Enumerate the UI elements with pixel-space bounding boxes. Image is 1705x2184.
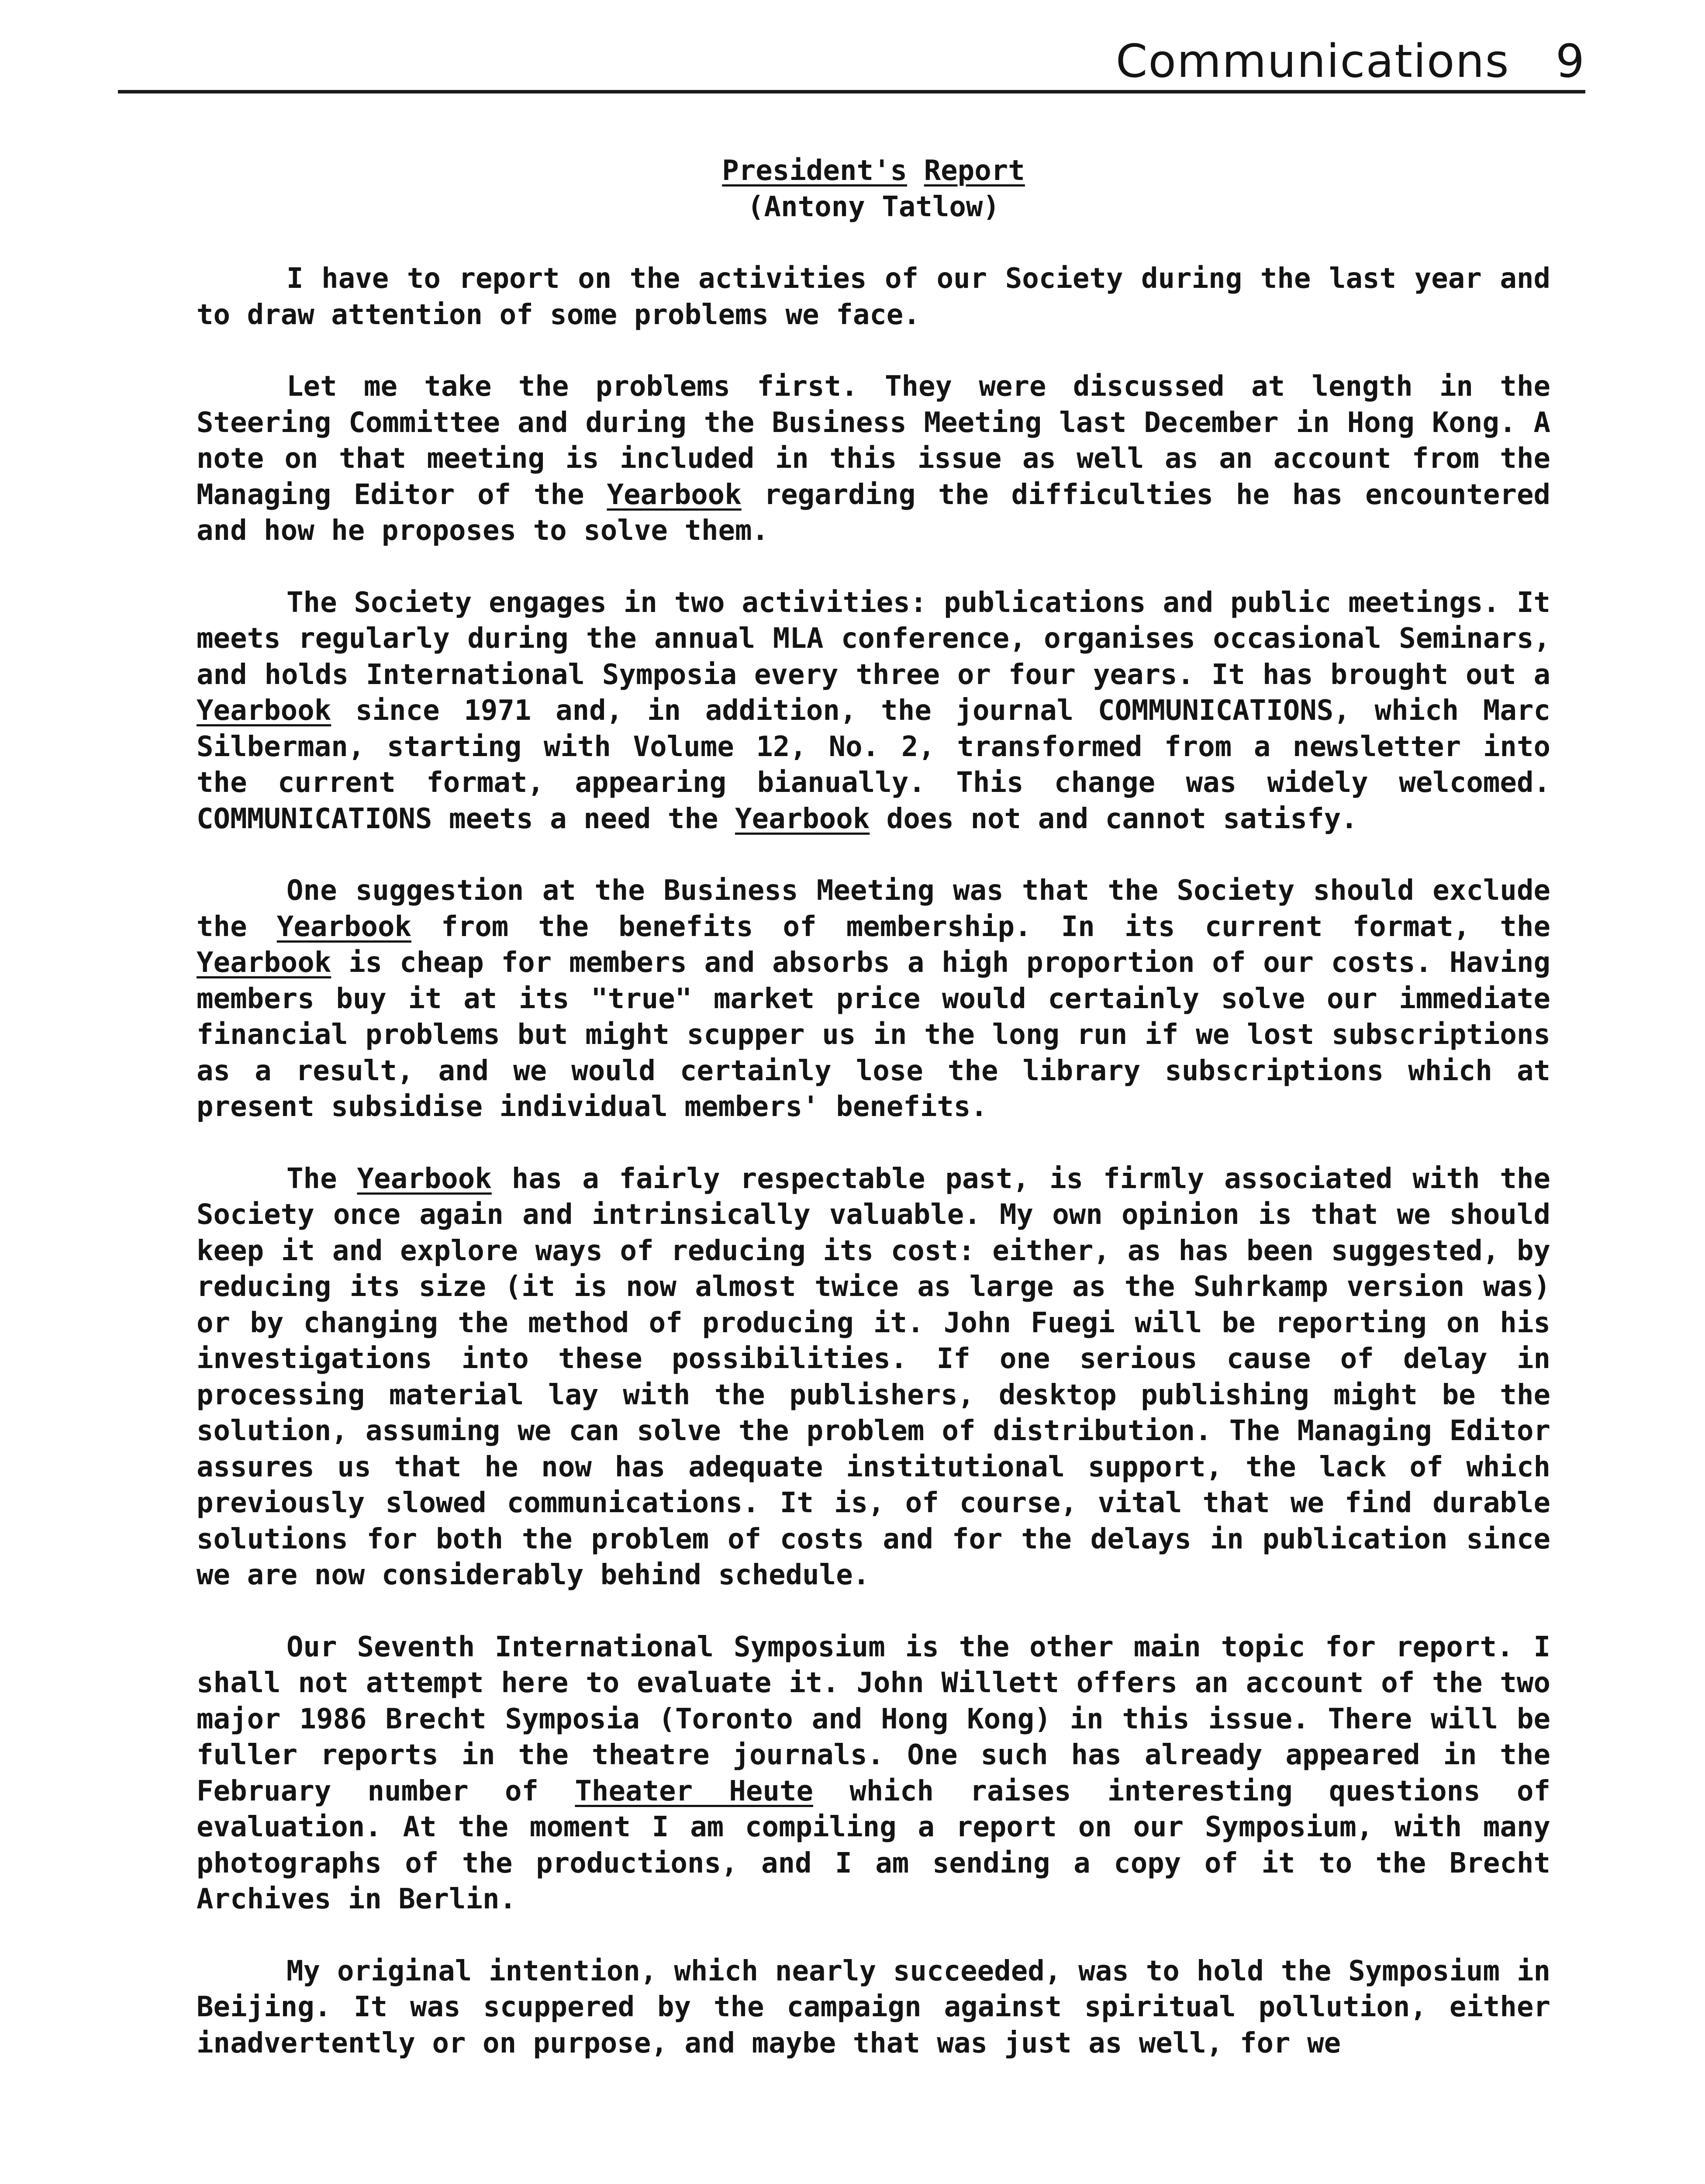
paragraph-3-text-c: does not and cannot satisfy. [886,802,1358,835]
paragraph-6-text-a: Our Seventh International Symposium is the other main topic for report. I shall not attempt here to evaluate it. John Willett offers an account of the two major 1986 Brecht Symposia (Toronto and Hong Kong) in this issue. There will be fuller reports in the theatre journals. One such has already appeared in the February number of [197,1631,1550,1807]
paragraph-1-text: I have to report on the activities of our Society during the last year and to draw attention of some problems we face. [197,263,1550,331]
report-title-block [197,153,1550,225]
paragraph-2-text-b: regarding the difficulties he has encountered and how he proposes to solve them. [197,478,1551,547]
page-number: 9 [1555,35,1585,88]
report-title [197,153,1550,189]
running-header [118,31,1585,92]
report-title-word-1: President's [722,155,908,187]
yearbook-title: Yearbook [197,947,331,979]
report-author: (Antony Tatlow) [747,190,1000,223]
yearbook-title: Yearbook [607,478,742,511]
paragraph-1 [197,261,1550,333]
paragraph-7-text: My original intention, which nearly succeeded, was to hold the Symposium in Beijing. It was scuppered by the campaign against spiritual pollution, either inadvertently or on purpose, and maybe that was just as well, for we [197,1955,1550,2060]
yearbook-title: Yearbook [276,910,411,943]
paragraph-3-text-b: since 1971 and, in addition, the journal COMMUNICATIONS, which Marc Silberman, starting with Volume 12, No. 2, transformed from a newsletter into the current format, appearing bianually. This change was widely welcomed. COMMUNICATIONS meets a need the [197,695,1551,835]
presidents-report [197,153,1550,2097]
paragraph-3-text-a: The Society engages in two activities: publications and public meetings. It meets regularly during the annual MLA conference, organises occasional Seminars, and holds International Symposia every three or four years. It has brought out a [197,586,1550,691]
paragraph-3 [197,585,1550,837]
paragraph-4-text-b: from the benefits of membership. In its current format, the [441,910,1551,943]
yearbook-title: Yearbook [357,1162,492,1195]
report-title-word-2: Report [924,155,1025,187]
paragraph-2-text-a: Let me take the problems first. They were discussed at length in the Steering Committee and during the Business Meeting last December in Hong Kong. A note on that meeting is included in this issue as well as an account from the Managing Editor of the [197,370,1550,511]
running-header-text [1116,31,1585,92]
paragraph-4 [197,873,1550,1125]
paragraph-4-text-c: is cheap for members and absorbs a high proportion of our costs. Having members buy it at its "true" market price would certainly solve our immediate financial problems but might scupper us in the long run if we lost subscriptions as a result, and we would certainly lose the library subscriptions which at present subsidise individual members' benefits. [197,947,1551,1123]
paragraph-2 [197,369,1550,549]
yearbook-title: Yearbook [197,695,331,727]
yearbook-title: Yearbook [735,802,870,835]
paragraph-5 [197,1161,1550,1593]
paragraph-4-text-a: One suggestion at the Business Meeting was that the Society should exclude the [197,874,1550,943]
paragraph-5-text-b: has a fairly respectable past, is firmly associated with the Society once again and intrinsically valuable. My own opinion is that we should keep it and explore ways of reducing its cost: either, as has been suggested, by reducing its size (it is now almost twice as large as the Suhrkamp version was) or by changing the method of producing it. John Fuegi will be reporting on his investigations into these possibilities. If one serious cause of delay in processing material lay with the publishers, desktop publishing might be the solution, assuming we can solve the problem of distribution. The Managing Editor assures us that he now has adequate institutional support, the lack of which previously slowed communications. It is, of course, vital that we find durable solutions for both the problem of costs and for the delays in publication since we are now considerably behind schedule. [197,1162,1551,1591]
section-title: Communications [1115,35,1510,88]
header-rule [118,90,1585,93]
paragraph-6 [197,1629,1550,1918]
journal-title: Theater Heute [575,1775,814,1807]
paragraph-7 [197,1953,1550,2062]
paragraph-5-text-a: The [286,1162,337,1195]
paragraph-6-text-b: which raises interesting questions of evaluation. At the moment I am compiling a report on our Symposium, with many photographs of the productions, and I am sending a copy of it to the Brecht Archives in Berlin. [197,1775,1551,1915]
